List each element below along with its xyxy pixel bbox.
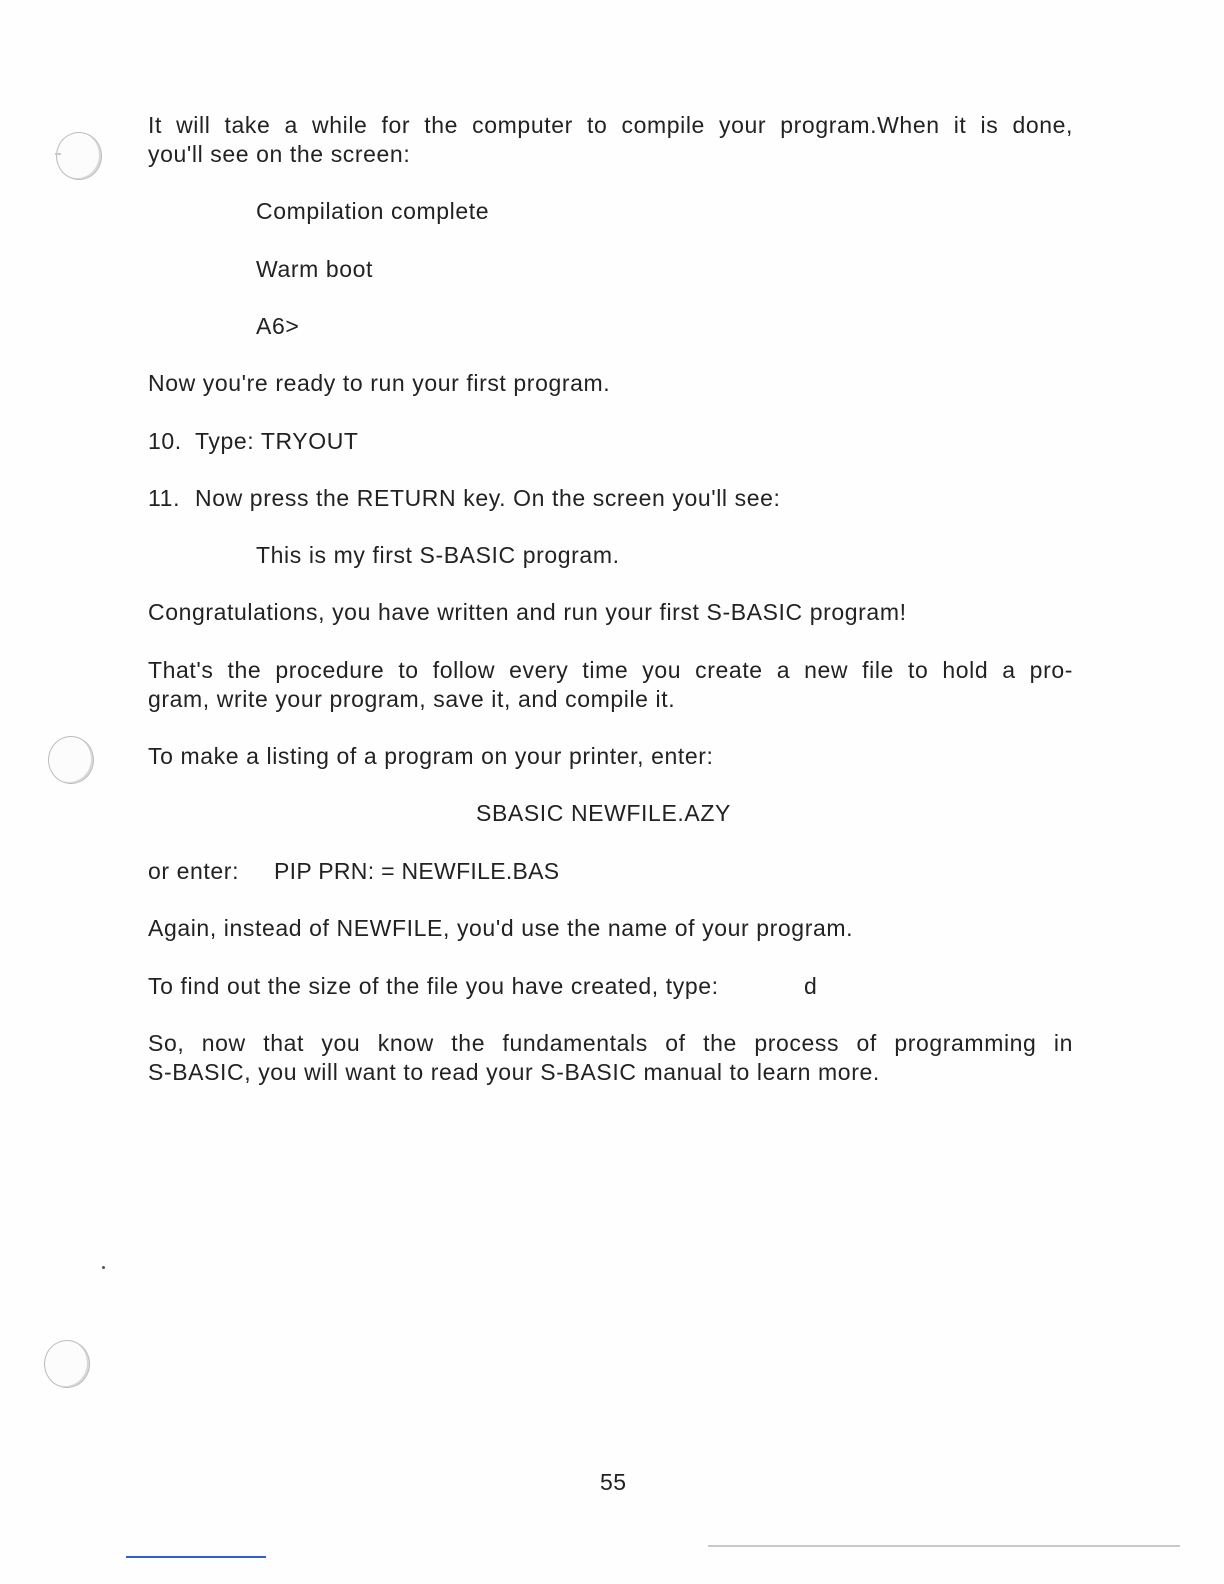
again-paragraph: Again, instead of NEWFILE, you'd use the name of your program. [148,915,854,941]
file-size-command: d [804,973,818,999]
closing-line-2: S-BASIC, you will want to read your S-BASIC manual to learn more. [148,1059,880,1085]
page-number: 55 [600,1469,627,1495]
closing-line-1: So, now that you know the fundamentals of the process of programming in [148,1030,1073,1056]
or-enter-label: or enter: [148,858,240,884]
screen-output-warm-boot: Warm boot [256,256,374,282]
procedure-paragraph [148,656,1073,685]
step-11-number: 11. [148,485,181,511]
binder-hole-middle [48,736,94,784]
scan-speck [102,1266,105,1269]
compile-intro-line-1: It will take a while for the computer to compile your program.When it is done, [148,112,1073,138]
congratulations-paragraph: Congratulations, you have written and run your first S-BASIC program! [148,599,907,625]
compile-intro-paragraph [148,111,1073,140]
gray-scan-rule [708,1545,1180,1547]
compile-intro-line-2: you'll see on the screen: [148,141,411,167]
closing-paragraph [148,1029,1073,1058]
program-output: This is my first S-BASIC program. [256,542,620,568]
screen-output-prompt: A6> [256,313,300,339]
step-11-text: Now press the RETURN key. On the screen you'll see: [195,485,781,511]
listing-command: SBASIC NEWFILE.AZY [476,800,731,826]
screen-output-compilation: Compilation complete [256,198,490,224]
blue-scan-rule [126,1556,266,1558]
file-size-text: To find out the size of the file you have created, type: [148,973,719,999]
procedure-line-1: That's the procedure to follow every time you create a new file to hold a pro- [148,657,1073,683]
binder-hole-tab [55,153,61,155]
or-enter-command: PIP PRN: = NEWFILE.BAS [274,858,560,884]
listing-intro: To make a listing of a program on your printer, enter: [148,743,714,769]
binder-hole-bottom [44,1340,90,1388]
step-10-number: 10. [148,428,182,454]
step-10-text: Type: TRYOUT [195,428,359,454]
binder-hole-top [56,132,102,180]
ready-paragraph: Now you're ready to run your first program. [148,370,611,396]
procedure-line-2: gram, write your program, save it, and compile it. [148,686,676,712]
